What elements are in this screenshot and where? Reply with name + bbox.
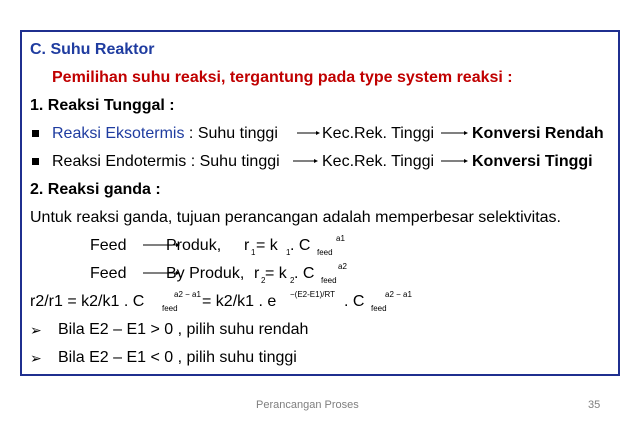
- footer-title: Perancangan Proses: [256, 399, 359, 411]
- eq1-rate-symbol: r: [244, 237, 250, 254]
- eq2-equals-k: = k: [265, 265, 287, 282]
- ratio-exponent-2: a2 − a1: [385, 290, 412, 299]
- exo-rate: Kec.Rek. Tinggi: [322, 125, 435, 142]
- exo-condition: : Suhu tinggi: [184, 125, 278, 142]
- section-2-title: 2. Reaksi ganda :: [30, 181, 161, 198]
- eq1-exponent: a1: [336, 234, 345, 243]
- eq1-concentration: . C: [290, 237, 311, 254]
- ratio-exponent-1: a2 − a1: [174, 290, 201, 299]
- eq2-k-subscript: 2: [290, 276, 295, 285]
- ratio-e-exponent: −(E2-E1)/RT: [290, 290, 335, 299]
- arrow-icon: [440, 128, 468, 138]
- ratio-part-1: r2/r1 = k2/k1 . C: [30, 293, 145, 310]
- square-bullet-icon: [32, 158, 39, 165]
- eq1-k-subscript: 1: [286, 248, 291, 257]
- endo-result: Konversi Tinggi: [472, 153, 593, 170]
- ratio-part-2: = k2/k1 . e: [202, 293, 277, 310]
- endo-label: Reaksi Endotermis : Suhu tinggi: [52, 153, 280, 170]
- exo-line: [52, 124, 278, 144]
- arrow-icon: [440, 156, 468, 166]
- exo-result: Konversi Rendah: [472, 125, 604, 142]
- bullet-low-temp: Bila E2 – E1 > 0 , pilih suhu rendah: [58, 321, 309, 338]
- eq2-byproduct: By Produk,: [166, 265, 245, 282]
- intro-text: Untuk reaksi ganda, tujuan perancangan adalah memperbesar selektivitas.: [30, 209, 561, 226]
- endo-rate: Kec.Rek. Tinggi: [322, 153, 435, 170]
- eq2-rate-subscript: 2: [261, 276, 266, 285]
- section-1-title: 1. Reaksi Tunggal :: [30, 97, 175, 114]
- arrow-icon: [292, 156, 318, 166]
- eq1-product: Produk,: [166, 237, 222, 254]
- eq2-feed-subscript: feed: [321, 276, 337, 285]
- bullet-high-temp: Bila E2 – E1 < 0 , pilih suhu tinggi: [58, 349, 297, 366]
- section-heading: C. Suhu Reaktor: [30, 41, 155, 58]
- eq2-concentration: . C: [294, 265, 315, 282]
- ratio-feed-subscript-1: feed: [162, 304, 178, 313]
- square-bullet-icon: [32, 130, 39, 137]
- eq1-feed-subscript: feed: [317, 248, 333, 257]
- exo-label: Reaksi Eksotermis: [52, 125, 185, 142]
- subheading: Pemilihan suhu reaksi, tergantung pada type system reaksi :: [52, 69, 513, 86]
- eq1-feed: Feed: [90, 237, 127, 254]
- eq1-rate-subscript: 1: [251, 248, 256, 257]
- chevron-right-icon: ➢: [30, 350, 42, 366]
- eq2-rate-symbol: r: [254, 265, 260, 282]
- page-number: 35: [588, 399, 601, 411]
- ratio-feed-subscript-2: feed: [371, 304, 387, 313]
- ratio-part-3: . C: [344, 293, 365, 310]
- arrow-icon: [296, 128, 320, 138]
- eq1-equals-k: = k: [256, 237, 278, 254]
- eq2-feed: Feed: [90, 265, 127, 282]
- chevron-right-icon: ➢: [30, 322, 42, 338]
- eq2-exponent: a2: [338, 262, 347, 271]
